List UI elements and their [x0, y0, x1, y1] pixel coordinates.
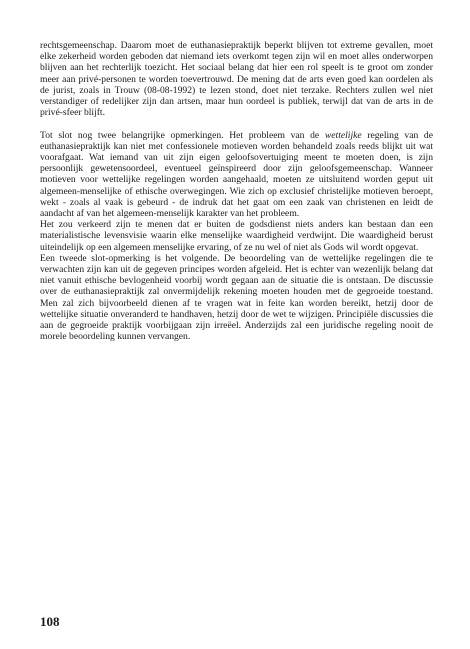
paragraph-3: Het zou verkeerd zijn te menen dat er buiten de godsdienst niets anders kan bestaan dan een materialistische levensvisie waarin elke menselijke waardigheid verdwijnt. Die waardigheid berust uiteindelijk op een algemeen menselijke ervaring, of ze nu wel of niet als Gods wil wordt opgevat. [40, 219, 433, 253]
emphasis-wettelijke: wettelijke [324, 129, 362, 141]
paragraph-2-rest: regeling van de euthanasiepraktijk kan niet met confessionele motieven worden behandeld zoals reeds blijkt uit wat voorafgaat. Wat iemand van uit zijn eigen geloofsovertuiging meent te moeten doen, is zijn persoonlijk gewetensoordeel, eventueel geïnspireerd door zijn geloofsgemeenschap. Wanneer motieven voor wettelijke regelingen worden aangehaald, moeten ze uitsluitend worden geput uit algemeen-menselijke of ethische overwegingen. Wie zich op exclusief christelijke motieven beroept, wekt - zoals al vaak is gebeurd - de indruk dat het gaat om een zaak van christenen en leidt de aandacht af van het algemeen-menselijk karakter van het probleem. [40, 129, 433, 220]
paragraph-2-start: Tot slot nog twee belangrijke opmerkingen. Het probleem van de [40, 129, 325, 141]
page-number: 108 [40, 614, 60, 629]
paragraph-1: rechtsgemeenschap. Daarom moet de euthanasiepraktijk beperkt blijven tot extreme gevallen, moet elke zekerheid worden geboden dat niemand iets overkomt tegen zijn wil en moet alles onderworpen blijven aan het rechterlijk toezicht. Het sociaal belang dat hier een rol speelt is te groot om zonder meer aan privé-personen te worden toevertrouwd. De mening dat de arts even goed kan oordelen als de jurist, zoals in Trouw (08-08-1992) te lezen stond, doet niet terzake. Rechters zullen wel niet verstandiger of redelijker zijn dan artsen, maar hun oordeel is publiek, terwijl dat van de arts in de privé-sfeer blijft. [40, 40, 433, 119]
paragraph-2 [40, 130, 433, 220]
body-text [40, 40, 433, 342]
paragraph-4: Een tweede slot-opmerking is het volgende. De beoordeling van de wettelijke regelingen die te verwachten zijn kan uit de gegeven principes worden afgeleid. Het is echter van wezenlijk belang dat niet vanuit ethische bevlogenheid voorbij wordt gegaan aan de situatie die is ontstaan. De discussie over de euthanasiepraktijk zal onvermijdelijk rekening moeten houden met de gegroeide toestand. Men zal zich bijvoorbeeld dienen af te vragen wat in feite kan worden bereikt, hetzij door de wettelijke situatie onveranderd te handhaven, hetzij door de wet te wijzigen. Principiële discussies die aan de gegroeide praktijk voorbijgaan zijn irreëel. Anderzijds zal een juridische regeling nooit de morele beoordeling kunnen vervangen. [40, 252, 433, 343]
